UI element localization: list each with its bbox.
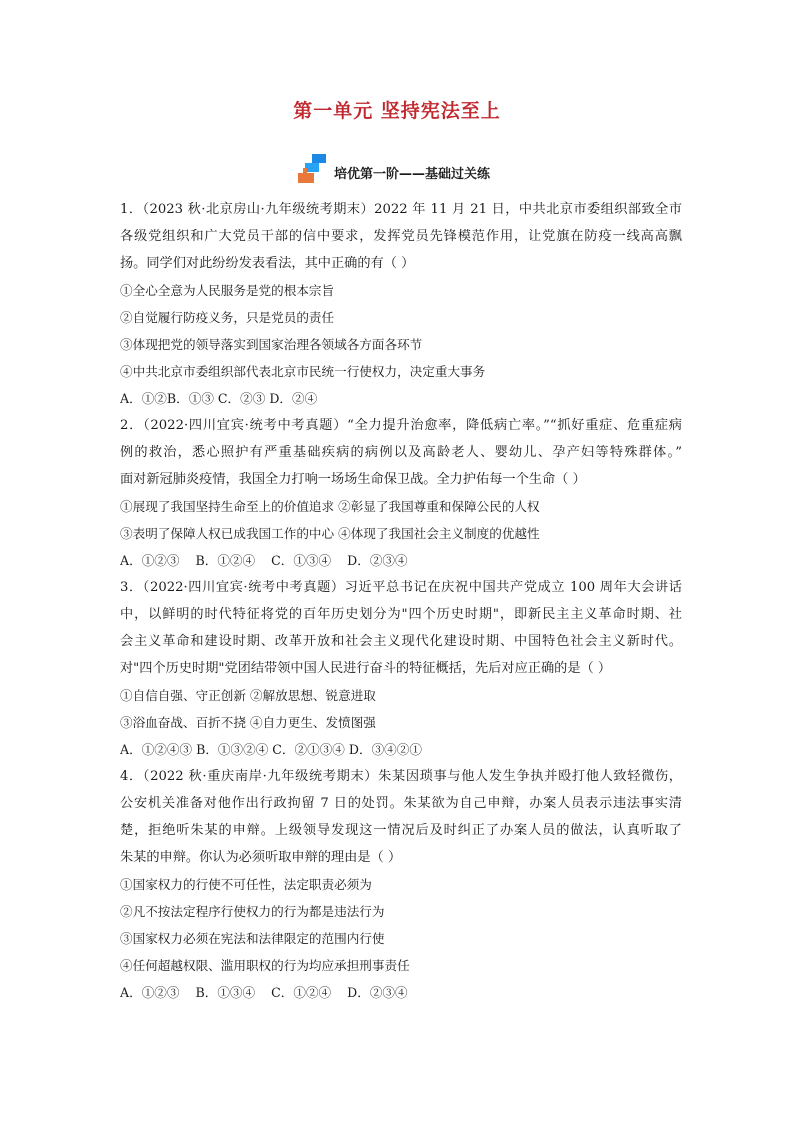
question-4-answers: A．①②③ B．①③④ C．①②④ D．②③④ bbox=[120, 985, 408, 1000]
question-3-line-3: 会主义革命和建设时期、改革开放和社会主义现代化建设时期、中国特色社会主义新时代。 bbox=[120, 634, 682, 649]
question-2-answers: A．①②③ B．①②④ C．①③④ D．②③④ bbox=[120, 553, 408, 568]
question-3-answers: A．①②④③ B．①③②④ C．②①③④ D．③④②① bbox=[120, 742, 422, 757]
question-2-line-3: 面对新冠肺炎疫情，我国全力打响一场场生命保卫战。全力护佑每一个生命（ ） bbox=[120, 472, 586, 487]
question-2-option-2: ③表明了保障人权已成我国工作的中心 ④体现了我国社会主义制度的优越性 bbox=[120, 526, 540, 541]
question-2-line-2: 例的救治，悉心照护有严重基础疾病的病例以及高龄老人、婴幼儿、孕产妇等特殊群体。” bbox=[120, 445, 682, 460]
section-label: 培优第一阶——基础过关练 bbox=[334, 167, 491, 182]
question-1-option-1: ①全心全意为人民服务是党的根本宗旨 bbox=[120, 283, 335, 298]
question-1-line-3: 扬。同学们对此纷纷发表看法，其中正确的有（ ） bbox=[120, 256, 415, 271]
question-2-option-1: ①展现了我国坚持生命至上的价值追求 ②彰显了我国尊重和保障公民的人权 bbox=[120, 499, 540, 514]
question-3-line-1: 3．（2022·四川宜宾·统考中考真题）习近平总书记在庆祝中国共产党成立 100 周年大会讲话 bbox=[120, 580, 682, 595]
question-2-line-1: 2．（2022·四川宜宾·统考中考真题）“全力提升治愈率，降低病亡率。”“抓好重症、危重症病 bbox=[120, 418, 682, 433]
question-4-line-4: 朱某的申辩。你认为必须听取申辩的理由是（ ） bbox=[120, 850, 402, 865]
question-3 bbox=[120, 574, 682, 763]
question-3-option-2: ③浴血奋战、百折不挠 ④自力更生、发愤图强 bbox=[120, 715, 376, 730]
question-3-option-1: ①自信自强、守正创新 ②解放思想、锐意进取 bbox=[120, 688, 376, 703]
question-4-option-2: ②凡不按法定程序行使权力的行为都是违法行为 bbox=[120, 904, 385, 919]
question-4-line-2: 公安机关准备对他作出行政拘留 7 日的处罚。朱某欲为自己申辩，办案人员表示违法事实清 bbox=[120, 796, 682, 811]
question-2 bbox=[120, 412, 682, 574]
question-4-option-1: ①国家权力的行使不可任性，法定职责必须为 bbox=[120, 877, 372, 892]
section-heading bbox=[298, 154, 490, 184]
question-1-option-4: ④中共北京市委组织部代表北京市民统一行使权力，决定重大事务 bbox=[120, 364, 486, 379]
question-4-line-3: 楚，拒绝听朱某的申辩。上级领导发现这一情况后及时纠正了办案人员的做法，认真听取了 bbox=[120, 823, 682, 838]
question-4-option-3: ③国家权力必须在宪法和法律限定的范围内行使 bbox=[120, 931, 385, 946]
question-1-line-1: 1．（2023 秋·北京房山·九年级统考期末）2022 年 11 月 21 日，中共北京市委组织部致全市 bbox=[120, 202, 682, 217]
unit-title: 第一单元 坚持宪法至上 bbox=[293, 100, 501, 122]
stair-blocks-icon bbox=[298, 154, 330, 184]
question-4-line-1: 4．（2022 秋·重庆南岸·九年级统考期末）朱某因琐事与他人发生争执并殴打他人致轻微伤， bbox=[120, 769, 682, 784]
question-1-line-2: 各级党组织和广大党员干部的信中要求，发挥党员先锋模范作用，让党旗在防疫一线高高飘 bbox=[120, 229, 682, 244]
question-1-answers: A．①②B．①③ C．②③ D．②④ bbox=[120, 391, 318, 406]
question-4 bbox=[120, 763, 682, 1006]
question-1 bbox=[120, 196, 682, 412]
question-list bbox=[120, 196, 682, 1006]
question-3-line-4: 对"四个历史时期"党团结带领中国人民进行奋斗的特征概括，先后对应正确的是（ ） bbox=[120, 661, 612, 676]
question-1-option-2: ②自觉履行防疫义务，只是党员的责任 bbox=[120, 310, 335, 325]
question-1-option-3: ③体现把党的领导落实到国家治理各领域各方面各环节 bbox=[120, 337, 423, 352]
question-3-line-2: 中，以鲜明的时代特征将党的百年历史划分为"四个历史时期"，即新民主主义革命时期、社 bbox=[120, 607, 682, 622]
question-4-option-4: ④任何超越权限、滥用职权的行为均应承担刑事责任 bbox=[120, 958, 410, 973]
